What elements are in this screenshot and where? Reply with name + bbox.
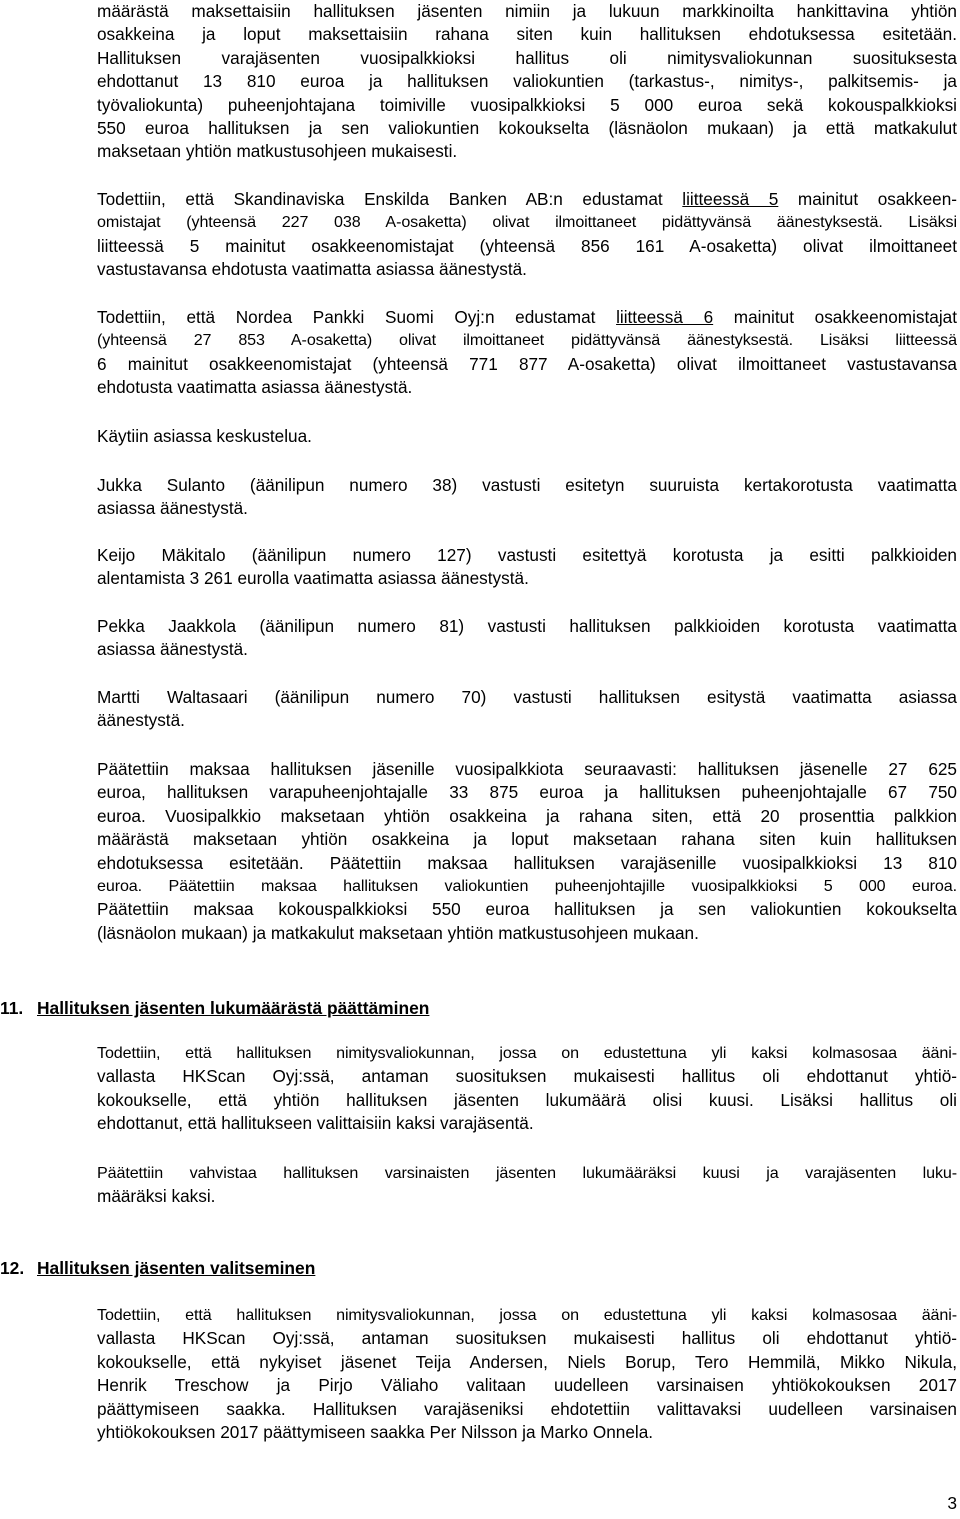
paragraph-board-size-proposal: [97, 1042, 957, 1136]
text-line: Päätettiin maksaa kokouspalkkioksi 550 euroa hallituksen ja sen valiokuntien kokoukselta: [97, 899, 957, 920]
text-line: päättymiseen saakka. Hallituksen varajäseniksi ehdotettiin valittavaksi uudelleen varsinaisen: [97, 1398, 957, 1419]
paragraph-seb-representation: [97, 188, 957, 282]
section-title: Hallituksen jäsenten valitseminen: [37, 1258, 316, 1278]
paragraph-jaakkola-objection: [97, 615, 957, 662]
paragraph-sulanto-objection: [97, 474, 957, 521]
text-line: euroa. Päätettiin maksaa hallituksen valiokuntien puheenjohtajille vuosipalkkioksi 5 000 euroa.: [97, 876, 957, 895]
text-line: Martti Waltasaari (äänilipun numero 70) vastusti hallituksen esitystä vaatimatta asiassa: [97, 687, 957, 707]
text-line: ehdotuksessa esitetään. Päätettiin maksaa hallituksen varajäsenille vuosipalkkioksi 13 810: [97, 852, 957, 873]
text-line: kokoukselle, että nykyiset jäsenet Teija Andersen, Niels Borup, Tero Hemmilä, Mikko Nikula,: [97, 1351, 957, 1372]
paragraph-board-deputy-fees: [97, 0, 957, 164]
text-line: asiassa äänestystä.: [97, 639, 248, 660]
text-line: määrästä maksetaan yhtiön osakkeina ja loput maksetaan rahana siten kuin hallituksen: [97, 829, 957, 850]
appendix-6-reference: liitteessä 6: [616, 307, 714, 327]
text-line: [97, 188, 957, 211]
text-line: vallasta HKScan Oyj:ssä, antaman suosituksen mukaisesti hallitus oli ehdottanut yhtiö-: [97, 1066, 957, 1087]
section-12-heading: [0, 1256, 960, 1280]
text-line: Todettiin, että hallituksen nimitysvaliokunnan, jossa on edustettuna yli kaksi kolmasosaa ääni-: [97, 1044, 957, 1062]
text-line: Hallituksen varajäsenten vuosipalkkioksi hallitus oli nimitysvaliokunnan suosituksesta: [97, 47, 957, 68]
section-number: 12.: [0, 1258, 25, 1278]
text-line: Päätettiin maksaa hallituksen jäsenille vuosipalkkiota seuraavasti: hallituksen jäsenelle 27 625: [97, 759, 957, 779]
text-line: Henrik Treschow ja Pirjo Väliaho valitaan uudelleen varsinaisen yhtiökokouksen 2017: [97, 1375, 957, 1396]
text-line: 550 euroa hallituksen ja sen valiokuntien kokoukselta (läsnäolon mukaan) ja että matkakulut: [97, 117, 957, 138]
text-line: osakkeina ja loput maksettaisiin rahana siten kuin hallituksen ehdotuksessa esitetään.: [97, 24, 957, 45]
text-line: Todettiin, että hallituksen nimitysvaliokunnan, jossa on edustettuna yli kaksi kolmasosaa ääni-: [97, 1306, 957, 1324]
text-line: alentamista 3 261 eurolla vaatimatta asiassa äänestystä.: [97, 568, 529, 589]
text-line: äänestystä.: [97, 710, 185, 731]
text-line: asiassa äänestystä.: [97, 498, 248, 519]
text-line: ehdottanut, että hallitukseen valittaisiin kaksi varajäsentä.: [97, 1113, 534, 1134]
text-line: yhtiökokouksen 2017 päättymiseen saakka Per Nilsson ja Marko Onnela.: [97, 1421, 654, 1442]
text-line: vallasta HKScan Oyj:ssä, antaman suosituksen mukaisesti hallitus oli ehdottanut yhtiö-: [97, 1328, 957, 1349]
text-line: Päätettiin vahvistaa hallituksen varsinaisten jäsenten lukumääräksi kuusi ja varajäsenten luku-: [97, 1164, 957, 1182]
appendix-5-reference: liitteessä 5: [682, 189, 779, 209]
text-line: ehdottanut 13 810 euroa ja hallituksen valiokuntien (tarkastus-, nimitys-, palkitsemis- ja: [97, 71, 957, 92]
section-11-heading: [0, 996, 960, 1020]
text-line: liitteessä 5 mainitut osakkeenomistajat (yhteensä 856 161 A-osaketta) olivat ilmoittaneet: [97, 235, 957, 256]
text-line: määräksi kaksi.: [97, 1186, 216, 1207]
paragraph-board-size-decision: [97, 1162, 957, 1209]
paragraph-nordea-representation: [97, 306, 957, 400]
text-fragment: mainitut osakkeenomistajat: [713, 307, 957, 327]
text-line: 6 mainitut osakkeenomistajat (yhteensä 771 877 A-osaketta) olivat ilmoittaneet vastustavansa: [97, 353, 957, 374]
text-fragment: Todettiin, että Skandinaviska Enskilda Banken AB:n edustamat: [97, 189, 683, 209]
text-line: Jukka Sulanto (äänilipun numero 38) vastusti esitetyn suuruista kertakorotusta vaatimatta: [97, 475, 957, 495]
text-line: ehdotusta vaatimatta asiassa äänestystä.: [97, 377, 413, 398]
text-line: euroa, hallituksen varapuheenjohtajalle 33 875 euroa ja hallituksen puheenjohtajalle 67 750: [97, 782, 957, 803]
section-number: 11.: [0, 998, 24, 1018]
text-line: (läsnäolon mukaan) ja matkakulut maksetaan yhtiön matkustusohjeen mukaan.: [97, 922, 699, 943]
text-line: vastustavansa ehdotusta vaatimatta asiassa äänestystä.: [97, 259, 527, 280]
text-line: työvaliokunta) puheenjohtajana toimiville vuosipalkkioksi 5 000 euroa sekä kokouspalkkioksi: [97, 94, 957, 115]
text-line: maksetaan yhtiön matkustusohjeen mukaisesti.: [97, 141, 458, 162]
text-line: [97, 306, 957, 329]
text-line: euroa. Vuosipalkkio maksetaan yhtiön osakkeina ja rahana siten, että 20 prosenttia palkkion: [97, 805, 957, 826]
paragraph-waltasaari-objection: [97, 686, 957, 733]
text-line: Käytiin asiassa keskustelua.: [97, 426, 312, 446]
text-line: kokoukselle, että yhtiön hallituksen jäsenten lukumäärä olisi kuusi. Lisäksi hallitus oli: [97, 1089, 957, 1110]
text-line: Pekka Jaakkola (äänilipun numero 81) vastusti hallituksen palkkioiden korotusta vaatimatta: [97, 616, 957, 636]
text-fragment: mainitut osakkeen-: [778, 189, 957, 209]
text-line: omistajat (yhteensä 227 038 A-osaketta) olivat ilmoittaneet pidättyvänsä äänestyksestä. Lisäksi: [97, 213, 957, 232]
paragraph-board-election: [97, 1304, 957, 1444]
paragraph-discussion: [97, 425, 957, 448]
text-line: Keijo Mäkitalo (äänilipun numero 127) vastusti esitettyä korotusta ja esitti palkkioiden: [97, 545, 957, 565]
text-line: (yhteensä 27 853 A-osaketta) olivat ilmoittaneet pidättyvänsä äänestyksestä. Lisäksi liitteessä: [97, 331, 957, 350]
paragraph-fee-decision: [97, 758, 957, 945]
section-title: Hallituksen jäsenten lukumäärästä päättäminen: [37, 998, 430, 1018]
text-line: määrästä maksettaisiin hallituksen jäsenten nimiin ja lukuun markkinoilta hankittavina yhtiön: [97, 1, 957, 21]
text-fragment: Todettiin, että Nordea Pankki Suomi Oyj:n edustamat: [97, 307, 617, 327]
page-number: 3: [947, 1493, 957, 1513]
paragraph-makitalo-objection: [97, 544, 957, 591]
